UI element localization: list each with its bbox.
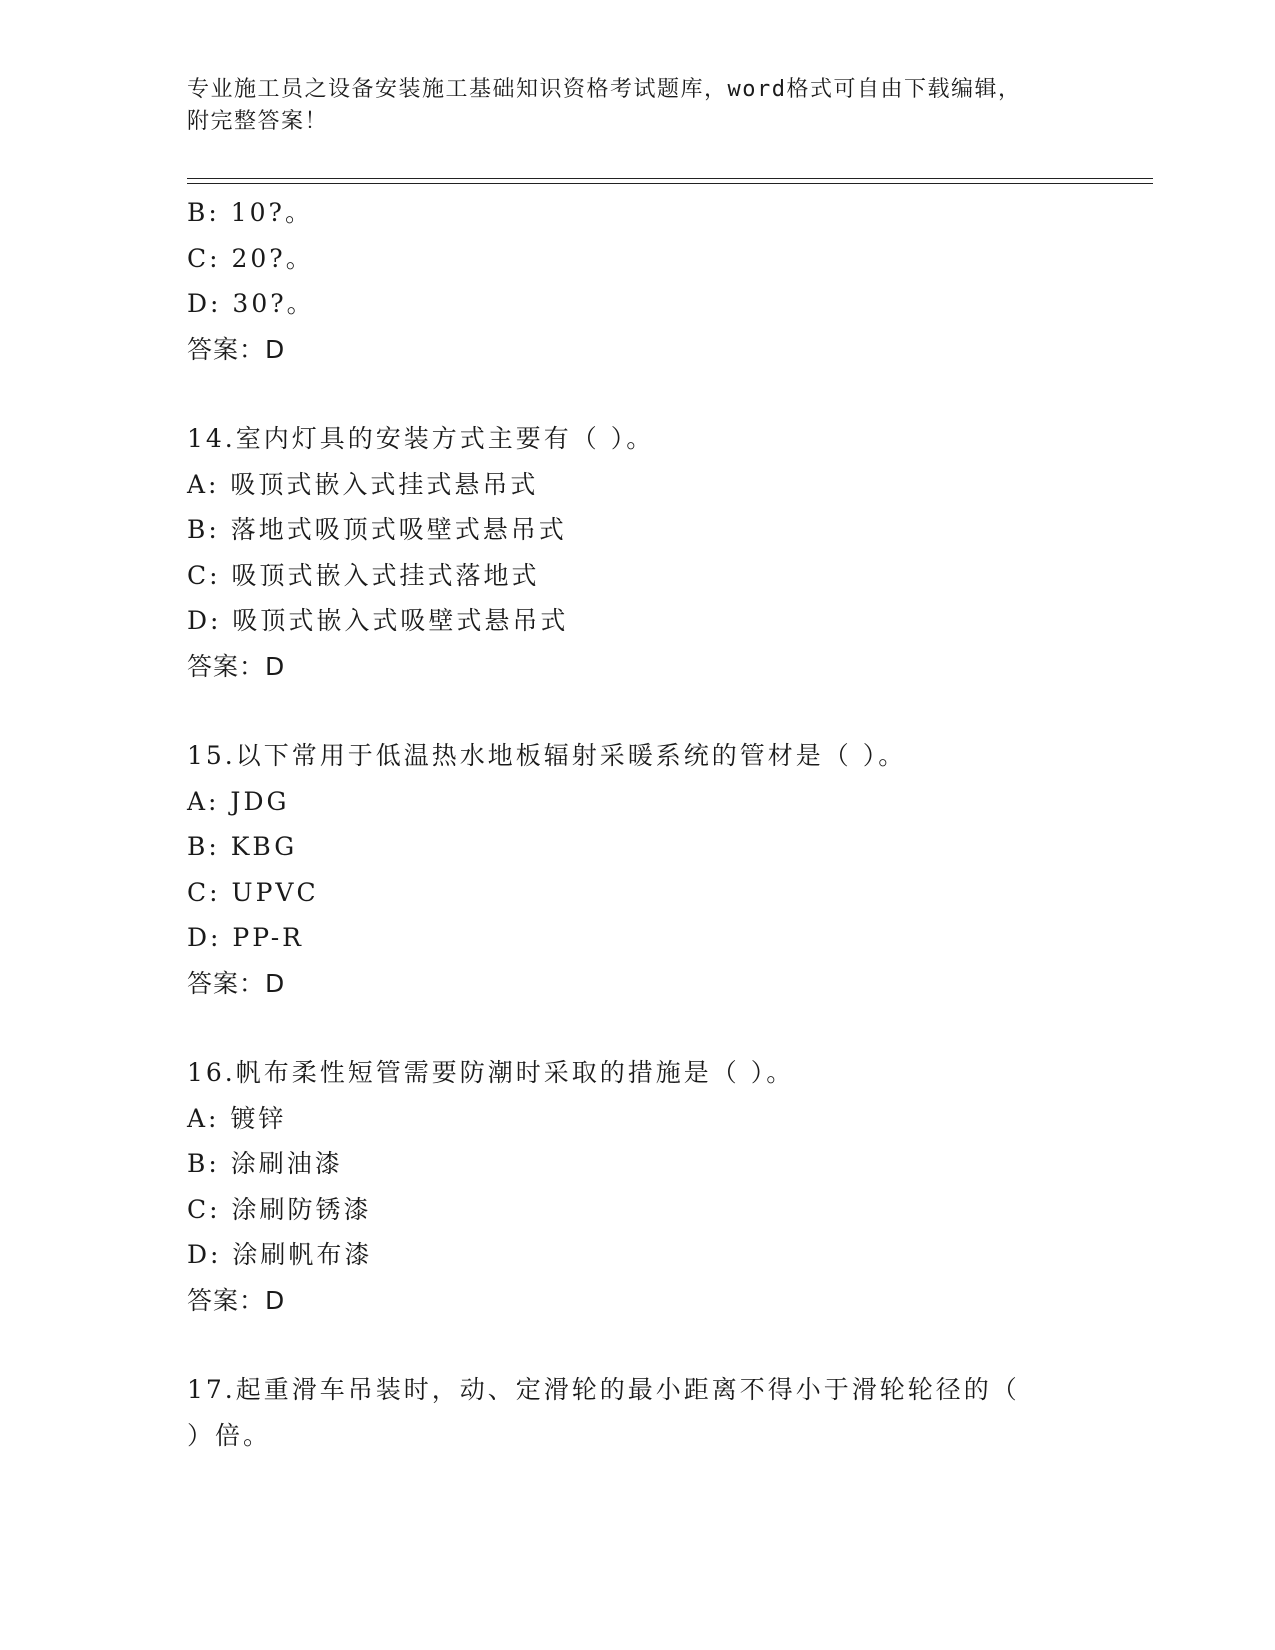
spacer <box>187 689 1147 733</box>
document-header <box>187 74 1087 138</box>
answer-text: 答案：D <box>187 1285 286 1315</box>
header-divider-top <box>187 178 1153 179</box>
question-15 <box>187 733 1147 1006</box>
question-14 <box>187 416 1147 689</box>
header-title-line2: 附完整答案！ <box>187 109 329 134</box>
option-d: D: 涂刷帆布漆 <box>187 1240 373 1269</box>
option-d: D: 30?。 <box>187 289 315 318</box>
header-title-line1: 专业施工员之设备安装施工基础知识资格考试题库，word格式可自由下载编辑， <box>187 77 1022 102</box>
spacer <box>187 1323 1147 1367</box>
option-a: A: JDG <box>187 786 290 816</box>
question-text-line2: ）倍。 <box>187 1420 272 1450</box>
option-d: D: PP-R <box>187 923 304 952</box>
option-d: D: 吸顶式嵌入式吸壁式悬吊式 <box>187 606 569 635</box>
option-c: C: 涂刷防锈漆 <box>187 1194 372 1224</box>
question-text-line1: 17.起重滑车吊装时，动、定滑轮的最小距离不得小于滑轮轮径的（ <box>187 1375 1020 1404</box>
option-b: B: 涂刷油漆 <box>187 1149 343 1178</box>
option-c: C: 吸顶式嵌入式挂式落地式 <box>187 560 540 590</box>
question-text: 14.室内灯具的安装方式主要有（ ）。 <box>187 424 655 453</box>
header-divider-bottom <box>187 183 1153 184</box>
option-a: A: 吸顶式嵌入式挂式悬吊式 <box>187 469 539 499</box>
option-c: C: 20?。 <box>187 243 314 273</box>
option-b: B: 10?。 <box>187 198 313 227</box>
spacer <box>187 1006 1147 1050</box>
question-17 <box>187 1367 1147 1458</box>
question-13-tail <box>187 190 1147 372</box>
answer-text: 答案：D <box>187 968 286 998</box>
option-b: B: KBG <box>187 832 298 861</box>
question-16 <box>187 1050 1147 1323</box>
option-b: B: 落地式吸顶式吸壁式悬吊式 <box>187 515 567 544</box>
option-c: C: UPVC <box>187 877 319 907</box>
question-text: 16.帆布柔性短管需要防潮时采取的措施是（ ）。 <box>187 1058 795 1087</box>
question-text: 15.以下常用于低温热水地板辐射采暖系统的管材是（ ）。 <box>187 741 907 770</box>
option-a: A: 镀锌 <box>187 1103 287 1133</box>
question-list <box>187 190 1147 1458</box>
spacer <box>187 372 1147 416</box>
answer-text: 答案：D <box>187 651 286 681</box>
answer-text: 答案：D <box>187 334 286 364</box>
